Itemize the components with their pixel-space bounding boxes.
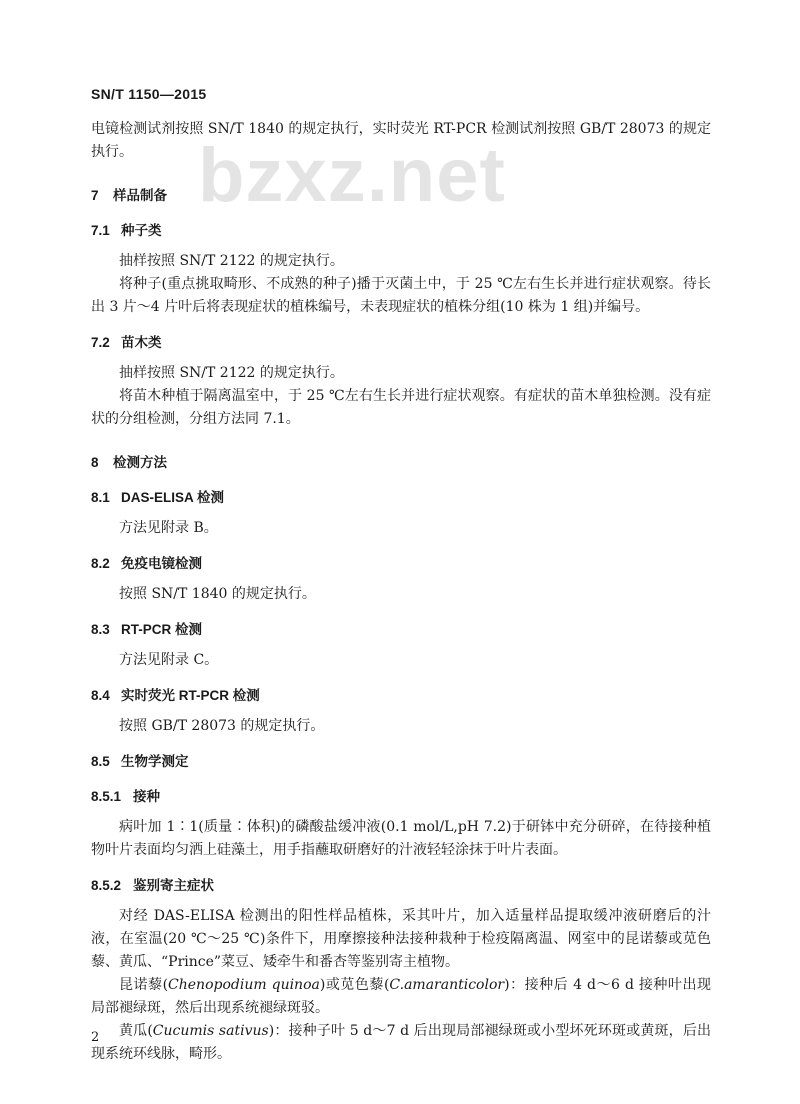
section-number: 8.2 xyxy=(91,556,110,571)
section-title: RT-PCR 检测 xyxy=(121,622,202,637)
text-run: 黄瓜( xyxy=(119,1023,153,1039)
paragraph: 方法见附录 C。 xyxy=(119,652,219,668)
text-run: )：接种后 4 d～6 d 接种叶出现局部褪绿斑，然后出现系统褪绿斑驳。 xyxy=(91,977,711,1016)
paragraph: 按照 SN/T 1840 的规定执行。 xyxy=(119,586,316,602)
watermark: bzxz.net xyxy=(198,133,506,218)
section-8-heading xyxy=(91,451,711,474)
section-7-2-heading xyxy=(91,331,711,354)
section-8-4-heading xyxy=(91,684,711,707)
section-number: 8.5.2 xyxy=(91,878,122,893)
paragraph: 病叶加 1∶1(质量∶体积)的磷酸盐缓冲液(0.1 mol/L,pH 7.2)于研钵中充分研碎，在待接种植物叶片表面均匀洒上硅藻土，用手指蘸取研磨好的汁液轻轻涂抹于叶片表面。 xyxy=(91,819,711,858)
paragraph-cucumber xyxy=(91,1020,711,1066)
section-number: 8.5 xyxy=(91,754,110,769)
page-number: 2 xyxy=(91,1030,100,1045)
paragraph-quinoa xyxy=(91,974,711,1020)
paragraph: 抽样按照 SN/T 2122 的规定执行。 xyxy=(119,253,344,269)
paragraph-reagents: 电镜检测试剂按照 SN/T 1840 的规定执行，实时荧光 RT-PCR 检测试剂按照 GB/T 28073 的规定执行。 xyxy=(91,121,711,160)
paragraph: 将苗木种植于隔离温室中，于 25 ℃左右生长并进行症状观察。有症状的苗木单独检测。没有症状的分组检测，分组方法同 7.1。 xyxy=(91,388,711,427)
section-8-1-heading xyxy=(91,486,711,509)
section-number: 7 xyxy=(91,188,99,203)
document-body xyxy=(91,118,711,1066)
section-number: 8.1 xyxy=(91,490,110,505)
paragraph: 按照 GB/T 28073 的规定执行。 xyxy=(119,718,325,734)
section-number: 7.1 xyxy=(91,223,110,238)
paragraph: 将种子(重点挑取畸形、不成熟的种子)播于灭菌土中，于 25 ℃左右生长并进行症状观察。待长出 3 片～4 片叶后将表现症状的植株编号，未表现症状的植株分组(10 株为 1 组)并编号。 xyxy=(91,276,711,315)
section-7-1-heading xyxy=(91,219,711,242)
section-8-5-1-heading xyxy=(91,785,711,808)
paragraph: 对经 DAS-ELISA 检测出的阳性样品植株，采其叶片，加入适量样品提取缓冲液研磨后的汁液，在室温(20 ℃～25 ℃)条件下，用摩擦接种法接种栽种于检疫隔离温、网室中的昆诺藜或苋色藜、黄瓜、“Prince”菜豆、矮牵牛和番杏等鉴别寄主植物。 xyxy=(91,908,711,970)
section-title: 接种 xyxy=(133,789,160,804)
section-title: 免疫电镜检测 xyxy=(121,556,202,571)
paragraph: 抽样按照 SN/T 2122 的规定执行。 xyxy=(119,365,344,381)
section-8-5-2-heading xyxy=(91,874,711,897)
section-8-2-heading xyxy=(91,552,711,575)
section-title: 实时荧光 RT-PCR 检测 xyxy=(121,688,260,703)
section-8-3-heading xyxy=(91,618,711,641)
section-8-5-heading xyxy=(91,750,711,773)
text-run: )或苋色藜( xyxy=(319,977,390,993)
section-title: 鉴别寄主症状 xyxy=(133,878,214,893)
text-run: )：接种子叶 5 d～7 d 后出现局部褪绿斑或小型坏死环斑或黄斑，后出现系统环线脉，畸形。 xyxy=(91,1023,712,1062)
section-number: 8.3 xyxy=(91,622,110,637)
section-title: 样品制备 xyxy=(113,188,167,203)
paragraph: 方法见附录 B。 xyxy=(119,520,218,536)
section-number: 7.2 xyxy=(91,335,110,350)
species-name: C.amaranticolor xyxy=(389,977,505,993)
text-run: 昆诺藜( xyxy=(119,977,169,993)
species-name: Cucumis sativus xyxy=(152,1023,269,1039)
section-7-heading xyxy=(91,184,711,207)
section-title: 检测方法 xyxy=(113,455,167,470)
section-title: 种子类 xyxy=(121,223,162,238)
section-title: 生物学测定 xyxy=(121,754,189,769)
standard-code-header: SN/T 1150—2015 xyxy=(91,86,207,102)
species-name: Chenopodium quinoa xyxy=(168,977,320,993)
section-number: 8.4 xyxy=(91,688,110,703)
section-title: 苗木类 xyxy=(121,335,162,350)
section-number: 8.5.1 xyxy=(91,789,122,804)
section-number: 8 xyxy=(91,455,99,470)
section-title: DAS-ELISA 检测 xyxy=(121,490,225,505)
